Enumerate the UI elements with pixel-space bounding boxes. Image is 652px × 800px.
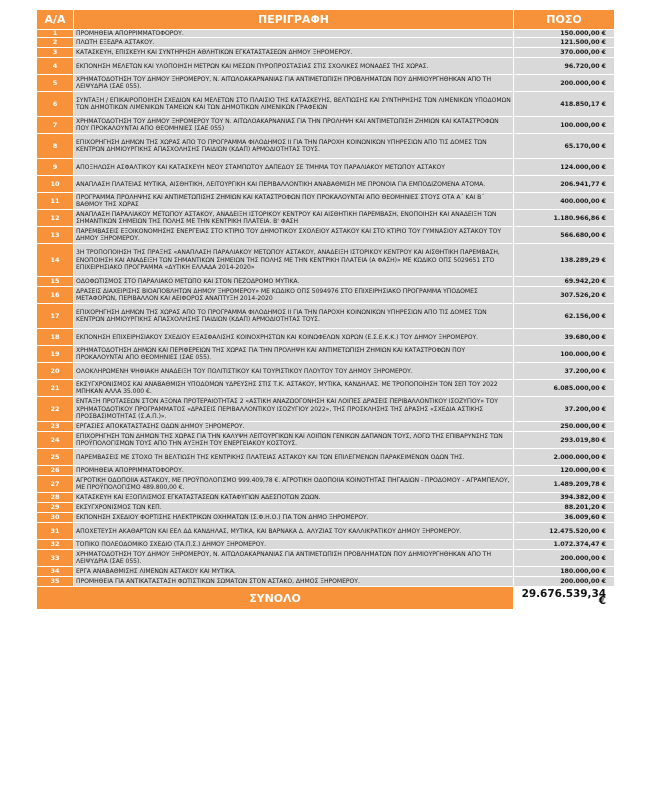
row-amount: 200.000,00 € xyxy=(514,577,615,587)
row-description: ΤΟΠΙΚΟ ΠΟΛΕΟΔΟΜΙΚΟ ΣΧΕΔΙΟ (ΤΑ.Π.Σ.) ΔΗΜΟΥ ΞΗΡΟΜΕΡΟΥ. xyxy=(74,540,514,550)
row-index: 20 xyxy=(37,363,74,380)
row-index: 12 xyxy=(37,210,74,227)
row-index: 9 xyxy=(37,159,74,176)
row-description: ΠΑΡΕΜΒΑΣΕΙΣ ΜΕ ΣΤΟΧΟ ΤΗ ΒΕΛΤΙΩΣΗ ΤΗΣ ΚΕΝΤΡΙΚΗΣ ΠΛΑΤΕΙΑΣ ΑΣΤΑΚΟΥ ΚΑΙ ΤΩΝ ΕΠΙΛΕΓΜΕΝΩΝ ΠΑΡΑΚΕΙΜΕΝΩΝ ΟΔΩΝ ΤΗΣ. xyxy=(74,449,514,466)
row-amount: 418.850,17 € xyxy=(514,92,615,117)
row-amount: 37.200,00 € xyxy=(514,363,615,380)
row-description: 3Η ΤΡΟΠΟΠΟΙΗΣΗ ΤΗΣ ΠΡΑΞΗΣ «ΑΝΑΠΛΑΣΗ ΠΑΡΑΛΙΑΚΟΥ ΜΕΤΩΠΟΥ ΑΣΤΑΚΟΥ, ΑΝΑΔΕΙΞΗ ΙΣΤΟΡΙΚΟΥ ΚΕΝΤΡΟΥ ΚΑΙ ΑΙΣΘΗΤΙΚΗ ΠΑΡΕΜΒΑΣΗ, ΕΝΟΠΟΙΗΣΗ ΚΑΙ ΑΝΑΔΕΙΞΗ ΤΩΝ ΣΗΜΑΝΤΙΚΩΝ ΣΗΜΕΙΩΝ ΤΗΣ ΠΟΛΗΣ ΜΕ ΤΗΝ ΚΕΝΤΡΙΚΗ ΠΛΑΤΕΙΑ (Α ΦΑΣΗ)» ΜΕ ΚΩΔΙΚΟ ΟΠΣ 5029651 ΣΤΟ ΕΠΙΧΕΙΡΗΣΙΑΚΟ ΠΡΟΓΡΑΜΜΑ «ΔΥΤΙΚΗ ΕΛΛΑΔΑ 2014-2020» xyxy=(74,244,514,277)
table-row xyxy=(37,567,615,577)
budget-table-container xyxy=(36,9,614,610)
table-row xyxy=(37,176,615,193)
row-amount: 65.170,00 € xyxy=(514,134,615,159)
table-row xyxy=(37,523,615,540)
row-index: 31 xyxy=(37,523,74,540)
row-index: 16 xyxy=(37,287,74,304)
total-amount: 29.676.539,34 € xyxy=(514,587,615,610)
table-row xyxy=(37,193,615,210)
row-amount: 88.201,20 € xyxy=(514,503,615,513)
table-row xyxy=(37,397,615,422)
row-index: 5 xyxy=(37,75,74,92)
total-label: ΣΥΝΟΛΟ xyxy=(37,587,514,610)
table-row xyxy=(37,503,615,513)
row-amount: 120.000,00 € xyxy=(514,466,615,476)
table-row xyxy=(37,577,615,587)
row-index: 8 xyxy=(37,134,74,159)
row-index: 17 xyxy=(37,304,74,329)
row-description: ΕΡΓΑΣΙΕΣ ΑΠΟΚΑΤΑΣΤΑΣΗΣ ΟΔΩΝ ΔΗΜΟΥ ΞΗΡΟΜΕΡΟΥ. xyxy=(74,422,514,432)
row-amount: 96.720,00 € xyxy=(514,58,615,75)
table-row xyxy=(37,476,615,493)
row-description: ΧΡΗΜΑΤΟΔΟΤΗΣΗ ΔΗΜΩΝ ΚΑΙ ΠΕΡΙΦΕΡΕΙΩΝ ΤΗΣ ΧΩΡΑΣ ΓΙΑ ΤΗΝ ΠΡΟΛΗΨΗ ΚΑΙ ΑΝΤΙΜΕΤΩΠΙΣΗ ΖΗΜΙΩΝ ΚΑΙ ΚΑΤΑΣΤΡΟΦΩΝ ΠΟΥ ΠΡΟΚΑΛΟΥΝΤΑΙ ΑΠΟ ΘΕΟΜΗΝΙΕΣ (ΣΑΕ 055). xyxy=(74,346,514,363)
table-row xyxy=(37,58,615,75)
row-amount: 37.200,00 € xyxy=(514,397,615,422)
row-description: ΠΡΟΜΗΘΕΙΑ ΓΙΑ ΑΝΤΙΚΑΤΑΣΤΑΣΗ ΦΩΤΙΣΤΙΚΩΝ ΣΩΜΑΤΩΝ ΣΤΟΝ ΑΣΤΑΚΟ, ΔΗΜΟΣ ΞΗΡΟΜΕΡΟΥ. xyxy=(74,577,514,587)
row-index: 29 xyxy=(37,503,74,513)
row-amount: 62.156,00 € xyxy=(514,304,615,329)
table-row xyxy=(37,277,615,287)
row-index: 19 xyxy=(37,346,74,363)
row-amount: 1.180.966,86 € xyxy=(514,210,615,227)
table-row xyxy=(37,329,615,346)
table-row xyxy=(37,134,615,159)
row-description: ΠΛΩΤΗ ΕΞΕΔΡΑ ΑΣΤΑΚΟΥ. xyxy=(74,38,514,48)
table-row xyxy=(37,432,615,449)
table-row xyxy=(37,287,615,304)
table-row xyxy=(37,38,615,48)
row-description: ΠΡΟΜΗΘΕΙΑ ΑΠΟΡΡΙΜΜΑΤΟΦΟΡΟΥ. xyxy=(74,466,514,476)
row-description: ΑΝΑΠΛΑΣΗ ΠΑΡΑΛΙΑΚΟΥ ΜΕΤΩΠΟΥ ΑΣΤΑΚΟΥ, ΑΝΑΔΕΙΞΗ ΙΣΤΟΡΙΚΟΥ ΚΕΝΤΡΟΥ ΚΑΙ ΑΙΣΘΗΤΙΚΗ ΠΑΡΕΜΒΑΣΗ, ΕΝΟΠΟΙΗΣΗ ΚΑΙ ΑΝΑΔΕΙΞΗ ΤΩΝ ΣΗΜΑΝΤΙΚΩΝ ΣΗΜΕΙΩΝ ΤΗΣ ΠΟΛΗΣ ΜΕ ΤΗΝ ΚΕΝΤΡΙΚΗ ΠΛΑΤΕΙΑ. Β' ΦΑΣΗ xyxy=(74,210,514,227)
header-amount: ΠΟΣΟ xyxy=(514,10,615,30)
row-description: ΕΚΠΟΝΗΣΗ ΣΧΕΔΙΟΥ ΦΟΡΤΙΣΗΣ ΗΛΕΚΤΡΙΚΩΝ ΟΧΗΜΑΤΩΝ (Σ.Φ.Η.Ο.) ΓΙΑ ΤΟΝ ΔΗΜΟ ΞΗΡΟΜΕΡΟΥ. xyxy=(74,513,514,523)
table-row xyxy=(37,493,615,503)
row-amount: 400.000,00 € xyxy=(514,193,615,210)
row-description: ΕΠΙΧΟΡΗΓΗΣΗ ΔΗΜΩΝ ΤΗΣ ΧΩΡΑΣ ΑΠΟ ΤΟ ΠΡΟΓΡΑΜΜΑ ΦΙΛΟΔΗΜΟΣ ΙΙ ΓΙΑ ΤΗΝ ΠΑΡΟΧΗ ΚΟΙΝΩΝΙΚΩΝ ΥΠΗΡΕΣΙΩΝ ΑΠΟ ΤΙΣ ΔΟΜΕΣ ΤΩΝ ΚΕΝΤΡΩΝ ΔΗΜΙΟΥΡΓΙΚΗΣ ΑΠΑΣΧΟΛΗΣΗΣ ΠΑΙΔΙΩΝ (ΚΔΑΠ) ΑΡΜΟΔΙΟΤΗΤΑΣ ΤΟΥΣ. xyxy=(74,134,514,159)
row-amount: 36.009,60 € xyxy=(514,513,615,523)
row-index: 14 xyxy=(37,244,74,277)
total-row xyxy=(37,587,615,610)
row-description: ΕΠΙΧΟΡΗΓΗΣΗ ΤΩΝ ΔΗΜΩΝ ΤΗΣ ΧΩΡΑΣ ΓΙΑ ΤΗΝ ΚΑΛΥΨΗ ΛΕΙΤΟΥΡΓΙΚΩΝ ΚΑΙ ΛΟΙΠΩΝ ΓΕΝΙΚΩΝ ΔΑΠΑΝΩΝ ΤΟΥΣ, ΛΟΓΩ ΤΗΣ ΕΠΙΒΑΡΥΝΣΗΣ ΤΩΝ ΠΡΟΫΠΟΛΟΓΙΣΜΩΝ ΤΟΥΣ ΑΠΟ ΤΗΝ ΑΥΞΗΣΗ ΤΟΥ ΕΝΕΡΓΕΙΑΚΟΥ ΚΟΣΤΟΥΣ. xyxy=(74,432,514,449)
row-amount: 180.000,00 € xyxy=(514,567,615,577)
table-row xyxy=(37,363,615,380)
row-amount: 69.942,20 € xyxy=(514,277,615,287)
row-description: ΕΚΣΥΓΧΡΟΝΙΣΜΟΣ ΤΩΝ ΚΕΠ. xyxy=(74,503,514,513)
row-description: ΕΝΤΑΞΗ ΠΡΟΤΑΣΕΩΝ ΣΤΟΝ ΑΞΟΝΑ ΠΡΟΤΕΡΑΙΟΤΗΤΑΣ 2 «ΑΣΤΙΚΗ ΑΝΑΖΩΟΓΟΝΗΣΗ ΚΑΙ ΛΟΙΠΕΣ ΔΡΑΣΕΙΣ ΠΕΡΙΒΑΛΛΟΝΤΙΚΟΥ ΙΣΟΖΥΓΙΟΥ» ΤΟΥ ΧΡΗΜΑΤΟΔΟΤΙΚΟΥ ΠΡΟΓΡΑΜΜΑΤΟΣ «ΔΡΑΣΕΙΣ ΠΕΡΙΒΑΛΛΟΝΤΙΚΟΥ ΙΣΟΖΥΓΙΟΥ 2022», ΤΗΣ ΠΡΟΣΚΛΗΣΗΣ ΤΗΣ ΔΡΑΣΗΣ «ΣΧΕΔΙΑ ΑΣΤΙΚΗΣ ΠΡΟΣΒΑΣΙΜΟΤΗΤΑΣ (Σ.Α.Π.)». xyxy=(74,397,514,422)
row-index: 15 xyxy=(37,277,74,287)
row-index: 28 xyxy=(37,493,74,503)
row-amount: 1.489.209,78 € xyxy=(514,476,615,493)
row-index: 6 xyxy=(37,92,74,117)
row-index: 32 xyxy=(37,540,74,550)
table-body xyxy=(37,30,615,610)
row-amount: 39.680,00 € xyxy=(514,329,615,346)
row-index: 24 xyxy=(37,432,74,449)
row-amount: 206.941,77 € xyxy=(514,176,615,193)
row-amount: 200.000,00 € xyxy=(514,75,615,92)
table-row xyxy=(37,304,615,329)
row-amount: 566.680,00 € xyxy=(514,227,615,244)
row-description: ΠΡΟΓΡΑΜΜΑ ΠΡΟΛΗΨΗΣ ΚΑΙ ΑΝΤΙΜΕΤΩΠΙΣΗΣ ΖΗΜΙΩΝ ΚΑΙ ΚΑΤΑΣΤΡΟΦΩΝ ΠΟΥ ΠΡΟΚΑΛΟΥΝΤΑΙ ΑΠΟ ΘΕΟΜΗΝΙΕΣ ΣΤΟΥΣ ΟΤΑ Α΄ ΚΑΙ Β΄ ΒΑΘΜΟΥ ΤΗΣ ΧΩΡΑΣ xyxy=(74,193,514,210)
row-description: ΧΡΗΜΑΤΟΔΟΤΗΣΗ ΤΟΥ ΔΗΜΟΥ ΞΗΡΟΜΕΡΟΥ ΤΟΥ Ν. ΑΙΤΩΛΟΑΚΑΡΝΑΝΙΑΣ ΓΙΑ ΤΗΝ ΠΡΟΛΗΨΗ ΚΑΙ ΑΝΤΙΜΕΤΩΠΙΣΗ ΖΗΜΙΩΝ ΚΑΙ ΚΑΤΑΣΤΡΟΦΩΝ ΠΟΥ ΠΡΟΚΑΛΟΥΝΤΑΙ ΑΠΟ ΘΕΟΜΗΝΙΕΣ (ΣΑΕ 055) xyxy=(74,117,514,134)
row-index: 10 xyxy=(37,176,74,193)
row-description: ΚΑΤΑΣΚΕΥΗ ΚΑΙ ΕΞΟΠΛΙΣΜΟΣ ΕΓΚΑΤΑΣΤΑΣΕΩΝ ΚΑΤΑΦΥΓΙΩΝ ΑΔΕΣΠΟΤΩΝ ΖΩΩΝ. xyxy=(74,493,514,503)
row-description: ΑΓΡΟΤΙΚΗ ΟΔΟΠΟΙΙΑ ΑΣΤΑΚΟΥ, ΜΕ ΠΡΟΫΠΟΛΟΓΙΣΜΟ 999.409,78 €. ΑΓΡΟΤΙΚΗ ΟΔΟΠΟΙΙΑ ΚΟΙΝΟΤΗΤΑΣ ΠΗΓΑΔΙΩΝ - ΠΡΟΔΟΜΟΥ - ΑΓΡΑΜΠΕΛΟΥ, ΜΕ ΠΡΟΫΠΟΛΟΓΙΣΜΟ 489.800,00 €. xyxy=(74,476,514,493)
row-description: ΑΝΑΠΛΑΣΗ ΠΛΑΤΕΙΑΣ ΜΥΤΙΚΑ, ΑΙΣΘΗΤΙΚΗ, ΛΕΙΤΟΥΡΓΙΚΗ ΚΑΙ ΠΕΡΙΒΑΛΛΟΝΤΙΚΗ ΑΝΑΒΑΘΜΙΣΗ ΜΕ ΠΡΟΝΟΙΑ ΓΙΑ ΕΜΠΟΔΙΖΟΜΕΝΑ ΑΤΟΜΑ. xyxy=(74,176,514,193)
row-index: 22 xyxy=(37,397,74,422)
header-description: ΠΕΡΙΓΡΑΦΗ xyxy=(74,10,514,30)
row-index: 27 xyxy=(37,476,74,493)
table-row xyxy=(37,380,615,397)
row-index: 30 xyxy=(37,513,74,523)
row-amount: 138.289,29 € xyxy=(514,244,615,277)
row-description: ΟΛΟΚΛΗΡΩΜΕΝΗ ΨΗΦΙΑΚΗ ΑΝΑΔΕΙΞΗ ΤΟΥ ΠΟΛΙΤΙΣΤΙΚΟΥ ΚΑΙ ΤΟΥΡΙΣΤΙΚΟΥ ΠΛΟΥΤΟΥ ΤΟΥ ΔΗΜΟΥ ΞΗΡΟΜΕΡΟΥ. xyxy=(74,363,514,380)
row-index: 21 xyxy=(37,380,74,397)
row-description: ΧΡΗΜΑΤΟΔΟΤΗΣΗ ΤΟΥ ΔΗΜΟΥ ΞΗΡΟΜΕΡΟΥ, Ν. ΑΙΤΩΛΟΑΚΑΡΝΑΝΙΑΣ ΓΙΑ ΑΝΤΙΜΕΤΩΠΙΣΗ ΠΡΟΒΛΗΜΑΤΩΝ ΠΟΥ ΔΗΜΙΟΥΡΓΗΘΗΚΑΝ ΑΠΟ ΤΗ ΛΕΙΨΥΔΡΙΑ (ΣΑΕ 055). xyxy=(74,550,514,567)
row-index: 23 xyxy=(37,422,74,432)
row-description: ΕΚΠΟΝΗΣΗ ΕΠΙΧΕΙΡΗΣΙΑΚΟΥ ΣΧΕΔΙΟΥ ΕΞΑΣΦΑΛΙΣΗΣ ΚΟΙΝΟΧΡΗΣΤΩΝ ΚΑΙ ΚΟΙΝΩΦΕΛΩΝ ΧΩΡΩΝ (Ε.Σ.Ε.Κ.Κ.) ΤΟΥ ΔΗΜΟΥ ΞΗΡΟΜΕΡΟΥ. xyxy=(74,329,514,346)
table-row xyxy=(37,30,615,38)
table-row xyxy=(37,117,615,134)
row-index: 35 xyxy=(37,577,74,587)
table-row xyxy=(37,244,615,277)
row-index: 34 xyxy=(37,567,74,577)
row-amount: 12.475.520,00 € xyxy=(514,523,615,540)
table-row xyxy=(37,540,615,550)
table-row xyxy=(37,422,615,432)
table-row xyxy=(37,159,615,176)
row-description: ΑΠΟΞΗΛΩΣΗ ΑΣΦΑΛΤΙΚΟΥ ΚΑΙ ΚΑΤΑΣΚΕΥΗ ΝΕΟΥ ΣΤΑΜΠΩΤΟΥ ΔΑΠΕΔΟΥ ΣΕ ΤΜΗΜΑ ΤΟΥ ΠΑΡΑΛΙΑΚΟΥ ΜΕΤΩΠΟΥ ΑΣΤΑΚΟΥ xyxy=(74,159,514,176)
row-description: ΣΥΝΤΑΞΗ / ΕΠΙΚΑΙΡΟΠΟΙΗΣΗ ΣΧΕΔΙΩΝ ΚΑΙ ΜΕΛΕΤΩΝ ΣΤΟ ΠΛΑΙΣΙΟ ΤΗΣ ΚΑΤΑΣΚΕΥΗΣ, ΒΕΛΤΙΩΣΗΣ ΚΑΙ ΣΥΝΤΗΡΗΣΗΣ ΤΩΝ ΛΙΜΕΝΙΚΩΝ ΥΠΟΔΟΜΩΝ ΤΩΝ ΔΗΜΟΤΙΚΩΝ ΛΙΜΕΝΙΚΩΝ ΤΑΜΕΙΩΝ ΚΑΙ ΤΩΝ ΔΗΜΟΤΙΚΩΝ ΛΙΜΕΝΙΚΩΝ ΓΡΑΦΕΙΩΝ xyxy=(74,92,514,117)
row-amount: 307.526,20 € xyxy=(514,287,615,304)
table-header-row xyxy=(37,10,615,30)
row-index: 4 xyxy=(37,58,74,75)
row-amount: 200.000,00 € xyxy=(514,550,615,567)
table-row xyxy=(37,75,615,92)
row-amount: 394.382,00 € xyxy=(514,493,615,503)
table-row xyxy=(37,550,615,567)
row-description: ΑΠΟΧΕΤΕΥΣΗ ΑΚΑΘΑΡΤΩΝ ΚΑΙ ΕΕΛ ΔΔ ΚΑΝΔΗΛΑΣ, ΜΥΤΙΚΑ, ΚΑΙ ΒΑΡΝΑΚΑ Δ. ΑΛΥΖΙΑΣ ΤΟΥ ΚΑΛΛΙΚΡΑΤΙΚΟΥ ΔΗΜΟΥ ΞΗΡΟΜΕΡΟΥ. xyxy=(74,523,514,540)
row-amount: 121.500,00 € xyxy=(514,38,615,48)
row-amount: 124.000,00 € xyxy=(514,159,615,176)
row-index: 18 xyxy=(37,329,74,346)
header-index: Α/Α xyxy=(37,10,74,30)
table-row xyxy=(37,346,615,363)
row-index: 13 xyxy=(37,227,74,244)
row-index: 26 xyxy=(37,466,74,476)
row-amount: 293.019,80 € xyxy=(514,432,615,449)
row-amount: 370.000,00 € xyxy=(514,48,615,58)
row-index: 7 xyxy=(37,117,74,134)
row-description: ΕΡΓΑ ΑΝΑΒΑΘΜΙΣΗΣ ΛΙΜΕΝΩΝ ΑΣΤΑΚΟΥ ΚΑΙ ΜΥΤΙΚΑ. xyxy=(74,567,514,577)
row-description: ΠΑΡΕΜΒΑΣΕΙΣ ΕΞΟΙΚΟΝΟΜΗΣΗΣ ΕΝΕΡΓΕΙΑΣ ΣΤΟ ΚΤΙΡΙΟ ΤΟΥ ΔΗΜΟΤΙΚΟΥ ΣΧΟΛΕΙΟΥ ΑΣΤΑΚΟΥ ΚΑΙ ΣΤΟ ΚΤΙΡΙΟ ΤΟΥ ΓΥΜΝΑΣΙΟΥ ΑΣΤΑΚΟΥ ΤΟΥ ΔΗΜΟΥ ΞΗΡΟΜΕΡΟΥ. xyxy=(74,227,514,244)
row-amount: 6.085.000,00 € xyxy=(514,380,615,397)
row-description: ΕΚΠΟΝΗΣΗ ΜΕΛΕΤΩΝ ΚΑΙ ΥΛΟΠΟΙΗΣΗ ΜΕΤΡΩΝ ΚΑΙ ΜΕΣΩΝ ΠΥΡΟΠΡΟΣΤΑΣΙΑΣ ΣΤΙΣ ΣΧΟΛΙΚΕΣ ΜΟΝΑΔΕΣ ΤΗΣ ΧΩΡΑΣ. xyxy=(74,58,514,75)
table-row xyxy=(37,92,615,117)
row-index: 33 xyxy=(37,550,74,567)
row-description: ΕΠΙΧΟΡΗΓΗΣΗ ΔΗΜΩΝ ΤΗΣ ΧΩΡΑΣ ΑΠΟ ΤΟ ΠΡΟΓΡΑΜΜΑ ΦΙΛΟΔΗΜΟΣ ΙΙ ΓΙΑ ΤΗΝ ΠΑΡΟΧΗ ΚΟΙΝΩΝΙΚΩΝ ΥΠΗΡΕΣΙΩΝ ΑΠΟ ΤΙΣ ΔΟΜΕΣ ΤΩΝ ΚΕΝΤΡΩΝ ΔΗΜΙΟΥΡΓΙΚΗΣ ΑΠΑΣΧΟΛΗΣΗΣ ΠΑΙΔΙΩΝ (ΚΔΑΠ) ΑΡΜΟΔΙΟΤΗΤΑΣ ΤΟΥΣ. xyxy=(74,304,514,329)
row-amount: 1.072.374,47 € xyxy=(514,540,615,550)
row-amount: 100.000,00 € xyxy=(514,117,615,134)
row-description: ΠΡΟΜΗΘΕΙΑ ΑΠΟΡΡΙΜΜΑΤΟΦΟΡΟΥ. xyxy=(74,30,514,38)
row-description: ΔΡΑΣΕΙΣ ΔΙΑΧΕΙΡΙΣΗΣ ΒΙΟΑΠΟΒΛΗΤΩΝ ΔΗΜΟΥ ΞΗΡΟΜΕΡΟΥ» ΜΕ ΚΩΔΙΚΟ ΟΠΣ 5094976 ΣΤΟ ΕΠΙΧΕΙΡΗΣΙΑΚΟ ΠΡΟΓΡΑΜΜΑ ΥΠΟΔΟΜΕΣ ΜΕΤΑΦΟΡΩΝ, ΠΕΡΙΒΑΛΛΟΝ ΚΑΙ ΑΕΙΦΟΡΟΣ ΑΝΑΠΤΥΞΗ 2014-2020 xyxy=(74,287,514,304)
row-index: 2 xyxy=(37,38,74,48)
row-description: ΕΚΣΥΓΧΡΟΝΙΣΜΟΣ ΚΑΙ ΑΝΑΒΑΘΜΙΣΗ ΥΠΟΔΟΜΩΝ ΥΔΡΕΥΣΗΣ ΣΤΙΣ Τ.Κ. ΑΣΤΑΚΟΥ, ΜΥΤΙΚΑ, ΚΑΝΔΗΛΑΣ. ΜΕ ΤΡΟΠΟΠΟΙΗΣΗ ΤΟΝ ΣΕΠ ΤΟΥ 2022 ΜΠΗΚΑΝ ΑΛΛΑ 35.000 €. xyxy=(74,380,514,397)
row-amount: 100.000,00 € xyxy=(514,346,615,363)
table-row xyxy=(37,513,615,523)
row-description: ΧΡΗΜΑΤΟΔΟΤΗΣΗ ΤΟΥ ΔΗΜΟΥ ΞΗΡΟΜΕΡΟΥ, Ν. ΑΙΤΩΛΟΑΚΑΡΝΑΝΙΑΣ ΓΙΑ ΑΝΤΙΜΕΤΩΠΙΣΗ ΠΡΟΒΛΗΜΑΤΩΝ ΠΟΥ ΔΗΜΙΟΥΡΓΗΘΗΚΑΝ ΑΠΟ ΤΗ ΛΕΙΨΥΔΡΙΑ (ΣΑΕ 055). xyxy=(74,75,514,92)
row-amount: 150.000,00 € xyxy=(514,30,615,38)
row-index: 3 xyxy=(37,48,74,58)
row-amount: 250.000,00 € xyxy=(514,422,615,432)
table-row xyxy=(37,466,615,476)
row-index: 1 xyxy=(37,30,74,38)
table-row xyxy=(37,210,615,227)
row-description: ΚΑΤΑΣΚΕΥΗ, ΕΠΙΣΚΕΥΗ ΚΑΙ ΣΥΝΤΗΡΗΣΗ ΑΘΛΗΤΙΚΩΝ ΕΓΚΑΤΑΣΤΑΣΕΩΝ ΔΗΜΟΥ ΞΗΡΟΜΕΡΟΥ. xyxy=(74,48,514,58)
row-amount: 2.000.000,00 € xyxy=(514,449,615,466)
table-row xyxy=(37,48,615,58)
row-index: 25 xyxy=(37,449,74,466)
row-description: ΟΔΟΦΩΤΙΣΜΟΣ ΣΤΟ ΠΑΡΑΛΙΑΚΟ ΜΕΤΩΠΟ ΚΑΙ ΣΤΟΝ ΠΕΖΟΔΡΟΜΟ ΜΥΤΙΚΑ. xyxy=(74,277,514,287)
row-index: 11 xyxy=(37,193,74,210)
table-row xyxy=(37,227,615,244)
table-row xyxy=(37,449,615,466)
projects-budget-table xyxy=(36,9,615,610)
